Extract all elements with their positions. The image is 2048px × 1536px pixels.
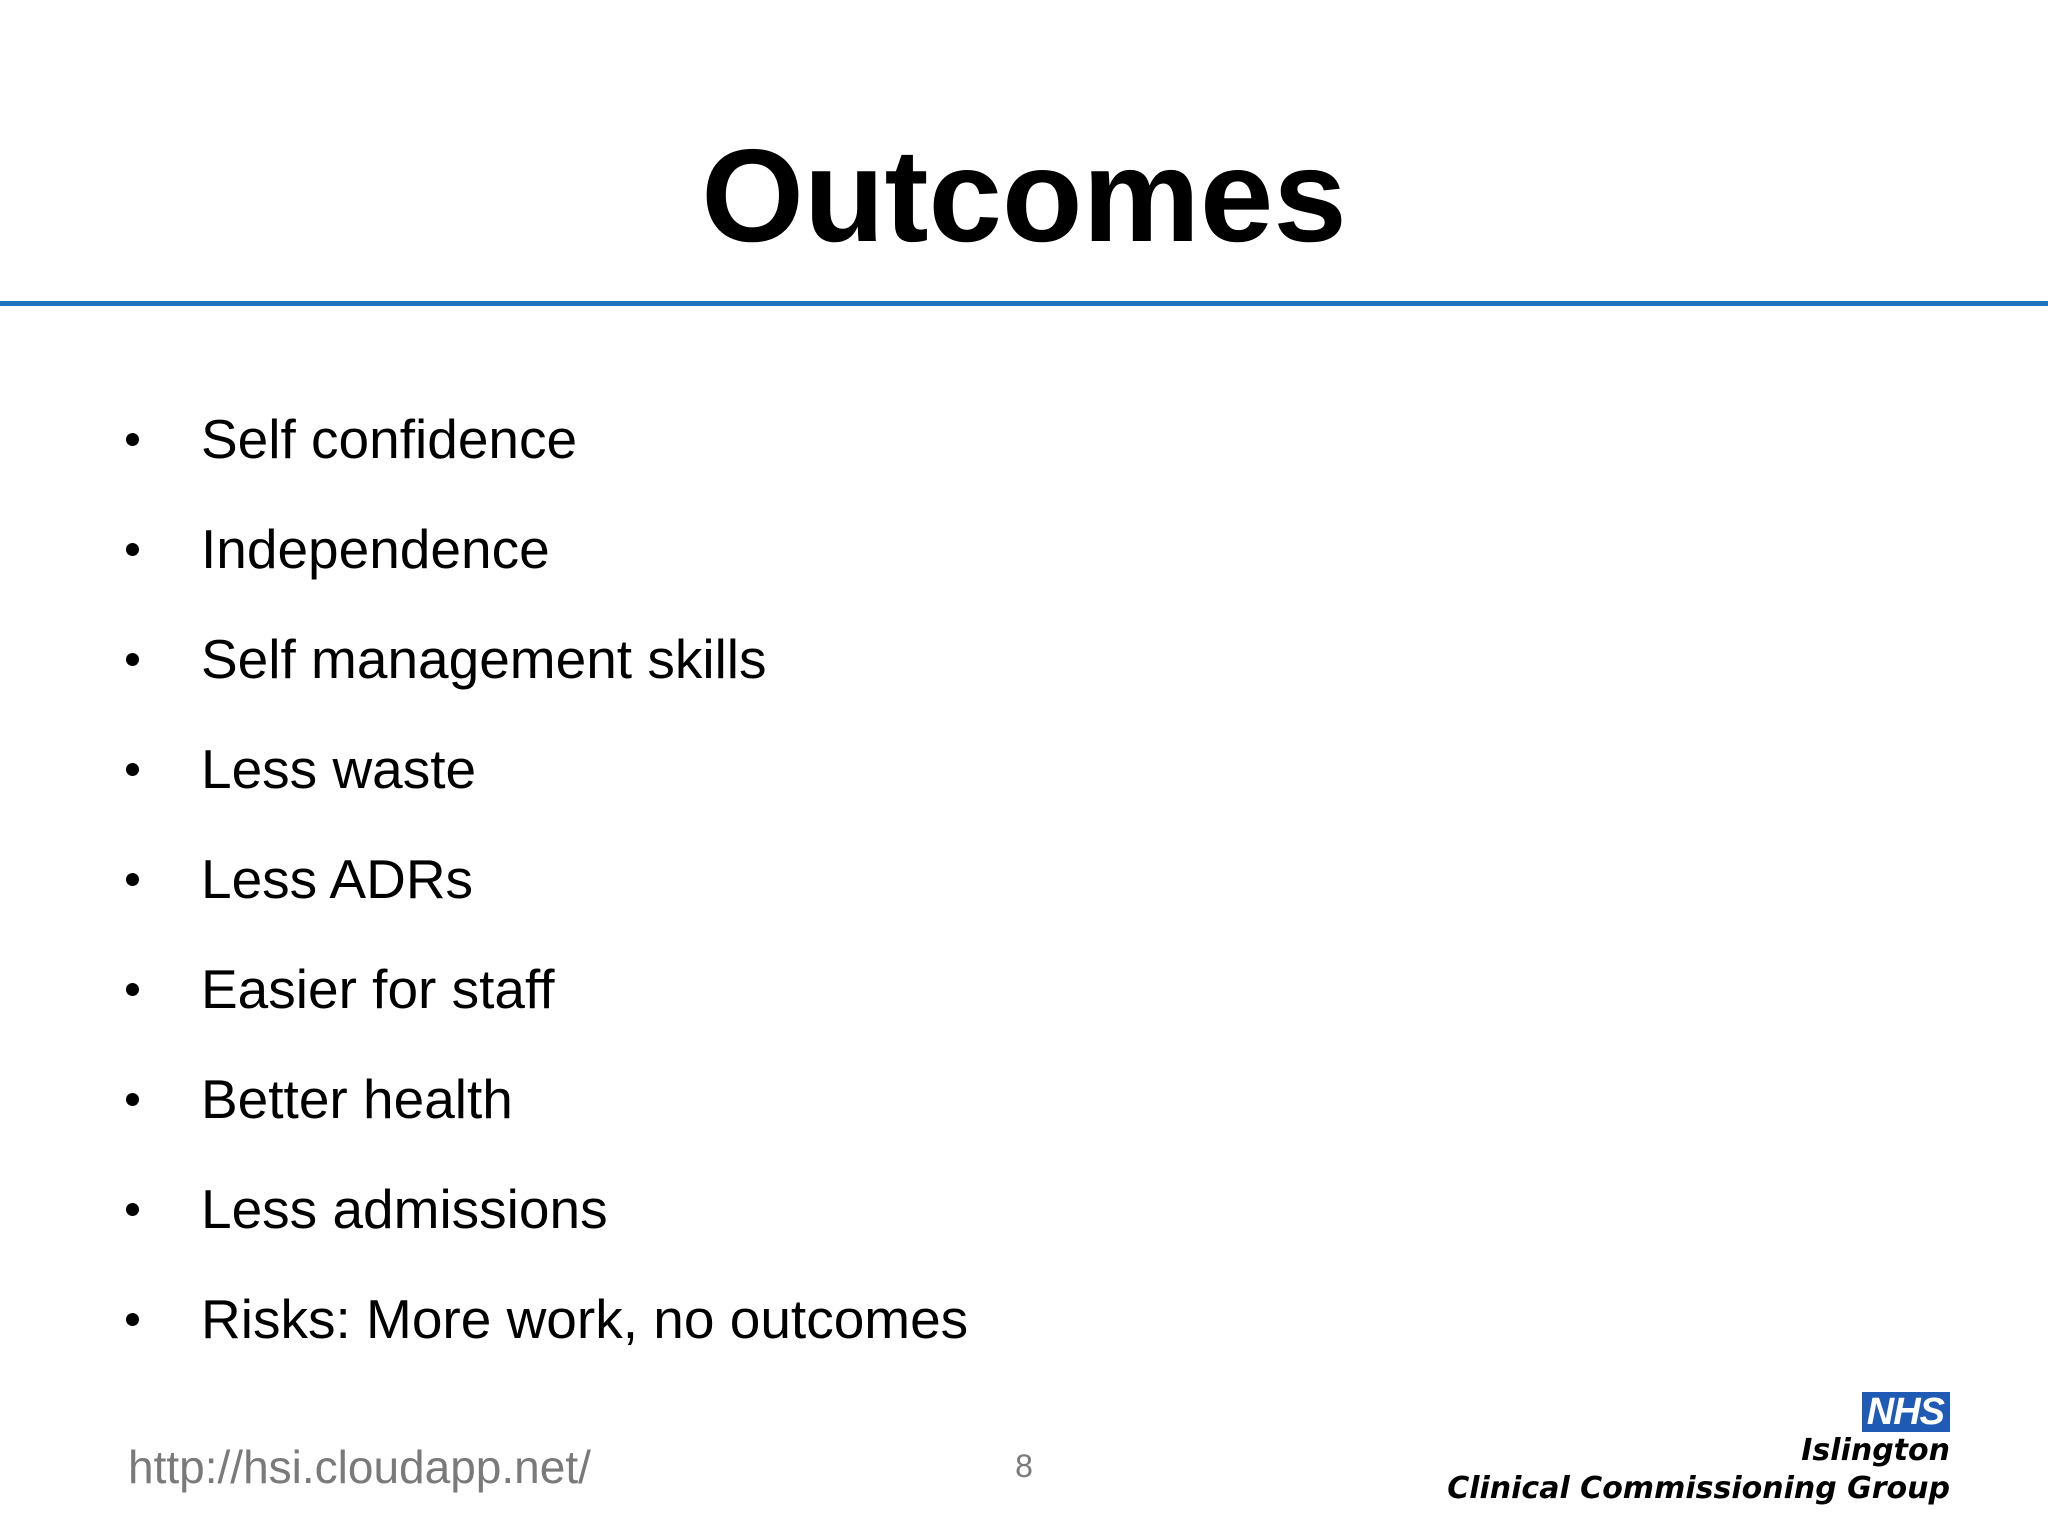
bullet-text: Less waste xyxy=(201,738,477,800)
bullet-icon xyxy=(126,1093,139,1106)
slide-title: Outcomes xyxy=(701,122,1347,269)
nhs-badge: NHS xyxy=(1862,1392,1950,1432)
bullet-text: Risks: More work, no outcomes xyxy=(201,1288,969,1350)
bullet-text: Better health xyxy=(201,1068,513,1130)
bullet-icon xyxy=(126,1313,139,1326)
bullet-icon xyxy=(126,983,139,996)
bullet-text: Less admissions xyxy=(201,1178,608,1240)
footer-url[interactable]: http://hsi.cloudapp.net/ xyxy=(128,1441,591,1493)
bullet-text: Self confidence xyxy=(201,408,578,470)
bullet-text: Independence xyxy=(201,518,550,580)
bullet-icon xyxy=(126,873,139,886)
nhs-logo xyxy=(1447,1392,1950,1508)
title-divider xyxy=(0,301,2048,306)
logo-organisation: Islington xyxy=(1801,1433,1950,1468)
bullet-text: Self management skills xyxy=(201,628,767,690)
bullet-icon xyxy=(126,433,139,446)
logo-group: Clinical Commissioning Group xyxy=(1447,1471,1950,1506)
bullet-text: Easier for staff xyxy=(201,958,555,1020)
bullet-icon xyxy=(126,1203,139,1216)
bullet-icon xyxy=(126,543,139,556)
page-number: 8 xyxy=(1015,1448,1033,1484)
bullet-text: Less ADRs xyxy=(201,848,474,910)
bullet-icon xyxy=(126,763,139,776)
bullet-icon xyxy=(126,653,139,666)
